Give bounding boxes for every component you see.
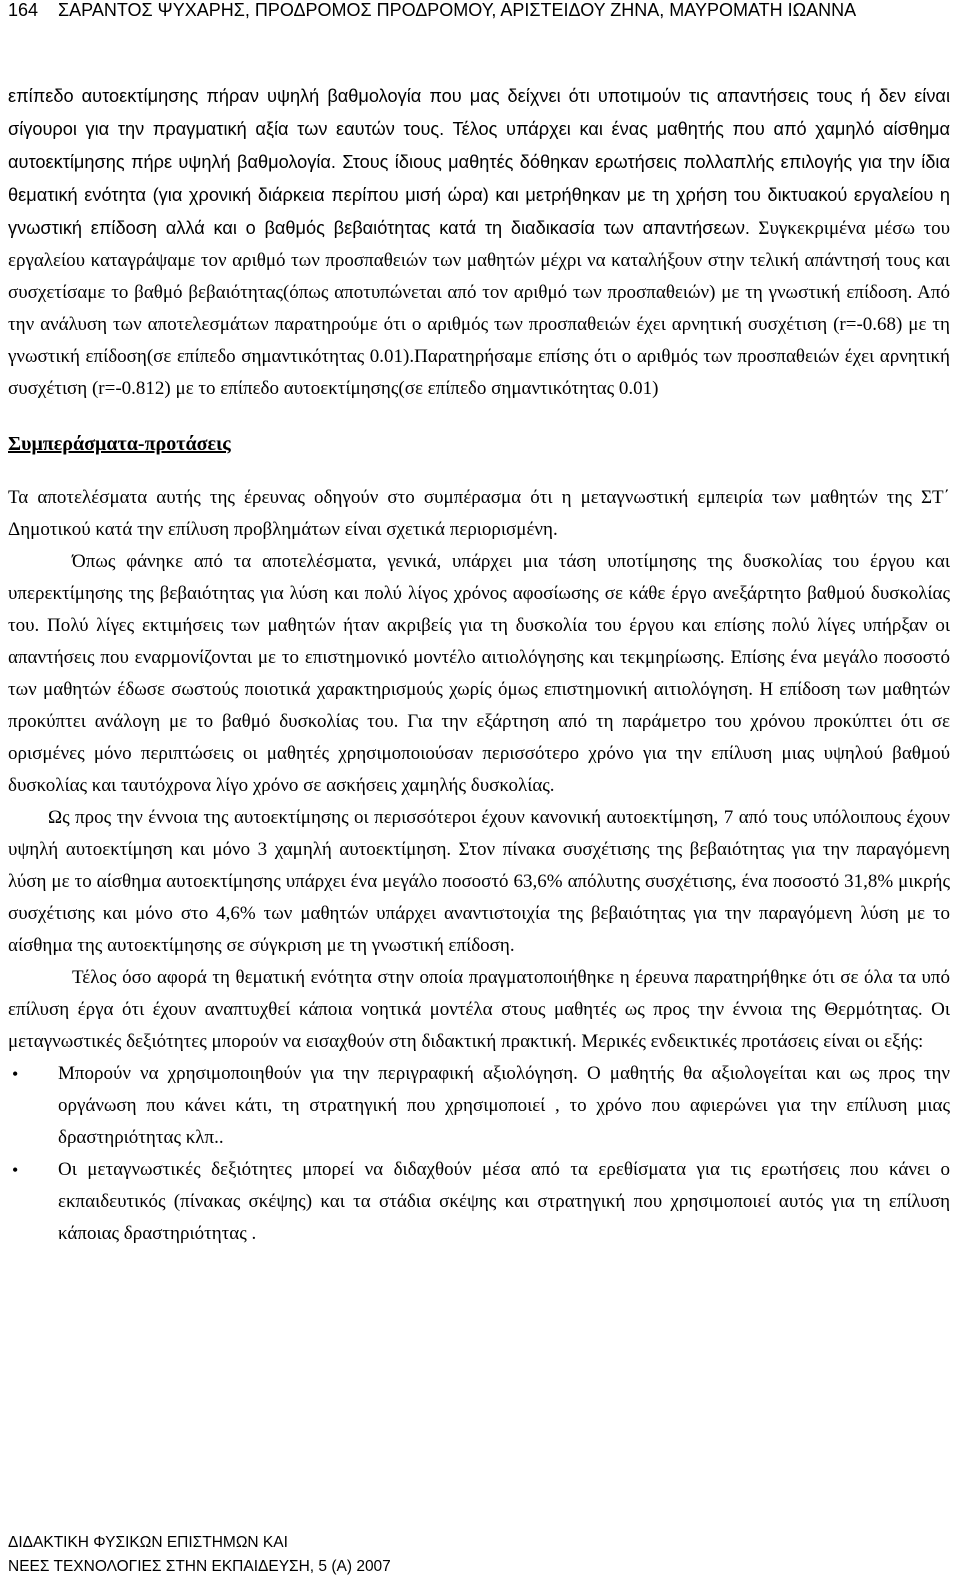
section-heading: Συμπεράσματα-προτάσεις — [8, 433, 231, 455]
list-item: • Μπορούν να χρησιμοποιηθούν για την περιγραφική αξιολόγηση. Ο μαθητής θα αξιολογείται και ως προς την οργάνωση που κάνει κάτι, τη στρατηγική που χρησιμοποιεί , το χρόνο που αφιερώνει για την επίλυση μιας δραστηριότητας κλπ.. — [58, 1058, 950, 1154]
page-number: 164 — [8, 0, 39, 20]
intro-sentence-1: επίπεδο αυτοεκτίμησης πήραν υψηλή βαθμολογία που μας δείχνει ότι υποτιμούν τις απαντήσεις τους ή δεν είναι σίγουροι για την πραγματική αξία των εαυτών τους. Τέλος υπάρχει και ένας μαθητής που από χαμηλό αίσθημα αυτοεκτίμησης πήρε υψηλή βαθμολογία. — [8, 86, 950, 172]
conclusion-paragraph-2: Όπως φάνηκε από τα αποτελέσματα, γενικά, υπάρχει μια τάση υποτίμησης της δυσκολίας του έργου και υπερεκτίμησης της βεβαιότητας για λύση και πολύ λίγος χρόνος αφοσίωσης σε κάθε έργο ανεξάρτητο βαθμού δυσκολίας του. Πολύ λίγες εκτιμήσεις των μαθητών ήταν ακριβείς για τη δυσκολία του έργου και επίσης πολύ λίγες υπήρξαν οι απαντήσεις που εναρμονίζονται με το επιστημονικό μοντέλο αιτιολόγησης και τεκμηρίωσης. Επίσης ένα μεγάλο ποσοστό των μαθητών έδωσε σωστούς ποιοτικά χαρακτηρισμούς χωρίς όμως επιστημονική αιτιολόγηση. Η επίδοση των μαθητών προκύπτει ανάλογη με το βαθμό δυσκολίας του. Για την εξάρτηση από τη παράμετρο του χρόνου προκύπτει ότι σε ορισμένες μόνο περιπτώσεις οι μαθητές χρησιμοποιούσαν περισσότερο χρόνο για την επίλυση μιας υψηλού βαθμού δυσκολίας και ταυτόχρονα λίγο χρόνο σε ασκήσεις χαμηλής δυσκολίας. — [8, 551, 950, 796]
article-body — [8, 80, 950, 1250]
conclusion-paragraph-3: Ως προς την έννοια της αυτοεκτίμησης οι περισσότεροι έχουν κανονική αυτοεκτίμηση, 7 από τους υπόλοιπους έχουν υψηλή αυτοεκτίμηση και μόνο 3 χαμηλή αυτοεκτίμηση. Στον πίνακα συσχέτισης της βεβαιότητας για την παραγόμενη λύση με το αίσθημα αυτοεκτίμησης υπάρχει ένα μεγάλο ποσοστό 63,6% απόλυτης συσχέτισης, ένα ποσοστό 31,8% μικρής συσχέτισης και μόνο στο 4,6% των μαθητών υπάρχει αναντιστοιχία της βεβαιότητας για την παραγόμενη λύση με το αίσθημα της αυτοεκτίμησης σε σύγκριση με τη γνωστική επίδοση. — [8, 807, 950, 956]
proposal-list — [8, 1058, 950, 1250]
header-authors: ΣΑΡΑΝΤΟΣ ΨΥΧΑΡΗΣ, ΠΡΟΔΡΟΜΟΣ ΠΡΟΔΡΟΜΟΥ, ΑΡΙΣΤΕΙΔΟΥ ΖΗΝΑ, ΜΑΥΡΟΜΑΤΗ ΙΩΑΝΝΑ — [58, 0, 857, 20]
conclusion-paragraph-4: Τέλος όσο αφορά τη θεματική ενότητα στην οποία πραγματοποιήθηκε η έρευνα παρατηρήθηκε ότι σε όλα τα υπό επίλυση έργα ότι έχουν αναπτυχθεί κάποια νοητικά μοντέλα στους μαθητές ως προς την έννοια της Θερμότητας. Οι μεταγνωστικές δεξιότητες μπορούν να εισαχθούν στη διδακτική πρακτική. Μερικές ενδεικτικές προτάσεις είναι οι εξής: — [8, 967, 950, 1052]
journal-footer — [8, 1531, 391, 1579]
conclusion-paragraph-1: Τα αποτελέσματα αυτής της έρευνας οδηγούν στο συμπέρασμα ότι η μεταγνωστική εμπειρία των μαθητών της ΣΤ΄ Δημοτικού κατά την επίλυση προβλημάτων είναι σχετικά περιορισμένη. — [8, 487, 950, 540]
intro-paragraph — [8, 80, 950, 405]
footer-line-1: ΔΙΔΑΚΤΙΚΗ ΦΥΣΙΚΩΝ ΕΠΙΣΤΗΜΩΝ ΚΑΙ — [8, 1534, 288, 1551]
running-header — [8, 0, 952, 28]
list-item: • Οι μεταγνωστικές δεξιότητες μπορεί να διδαχθούν μέσα από τα ερεθίσματα για τις ερωτήσεις που κάνει ο εκπαιδευτικός (πίνακας σκέψης) και τα στάδια σκέψης και στρατηγική που χρησιμοποιεί αυτός για τη επίλυση κάποιας δραστηριότητας . — [58, 1154, 950, 1250]
intro-sentence-3: Συγκεκριμένα μέσω του εργαλείου καταγράψαμε τον αριθμό των προσπαθειών των μαθητών μέχρι να καταλήξουν στην τελική απάντησή τους και συσχετίσαμε το βαθμό βεβαιότητας(όπως αποτυπώνεται από τον αριθμό των προσπαθειών) με τη γνωστική επίδοση. Από την ανάλυση των αποτελεσμάτων παρατηρούμε ότι ο αριθμός των προσπαθειών έχει αρνητική συσχέτιση (r=-0.68) με τη γνωστική επίδοση(σε επίπεδο σημαντικότητας 0.01).Παρατηρήσαμε επίσης ότι ο αριθμός των προσπαθειών έχει αρνητική συσχέτιση (r=-0.812) με το επίπεδο αυτοεκτίμησης(σε επίπεδο σημαντικότητας 0.01) — [8, 218, 950, 399]
intro-sentence-2: Στους ίδιους μαθητές δόθηκαν ερωτήσεις πολλαπλής επιλογής για την ίδια θεματική ενότητα (για χρονική διάρκεια περίπου μισή ώρα) και μετρήθηκαν με τη χρήση του δικτυακού εργαλείου η γνωστική επίδοση αλλά και ο βαθμός βεβαιότητας κατά τη διαδικασία των απαντήσεων. — [8, 152, 950, 238]
footer-line-2: ΝΕΕΣ ΤΕΧΝΟΛΟΓΙΕΣ ΣΤΗΝ ΕΚΠΑΙΔΕΥΣΗ, 5 (Α) 2007 — [8, 1558, 391, 1575]
